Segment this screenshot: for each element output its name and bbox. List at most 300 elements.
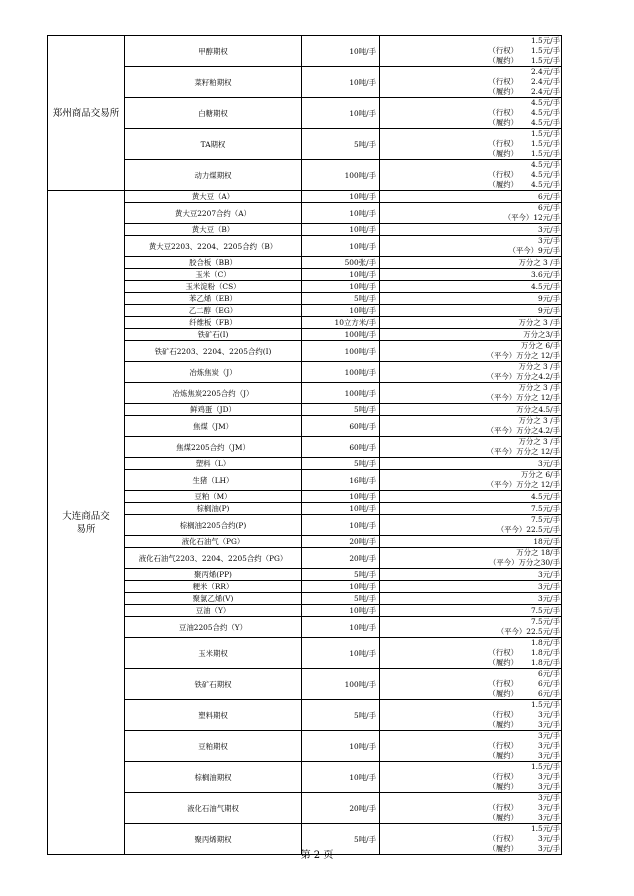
product-name: 菜籽粕期权 xyxy=(125,67,302,98)
fee-line xyxy=(380,617,561,627)
fee-line xyxy=(380,246,561,256)
fee-value: 3元/手 xyxy=(538,224,560,234)
fee-line xyxy=(380,492,561,502)
fee-value: （平今）22.5元/手 xyxy=(496,525,560,534)
fee-cell xyxy=(380,224,562,236)
fee-cell xyxy=(380,129,562,160)
fee-value: 4.5元/手 xyxy=(530,118,560,127)
fee-cell xyxy=(380,762,562,793)
exchange-name: 大连商品交易所 xyxy=(48,191,125,855)
fee-value: 1.5元/手 xyxy=(530,56,560,65)
fee-line xyxy=(380,648,561,658)
fee-line xyxy=(380,351,561,361)
product-name: 豆油2205合约（Y） xyxy=(125,617,302,638)
fee-line xyxy=(380,803,561,813)
fee-line xyxy=(380,56,561,66)
fee-cell xyxy=(380,638,562,669)
trading-unit: 100吨/手 xyxy=(302,341,380,362)
fee-value: 6元/手 xyxy=(538,689,560,698)
fee-line xyxy=(380,570,561,580)
fee-value: 2.4元/手 xyxy=(530,77,560,86)
fee-line xyxy=(380,118,561,128)
fee-line xyxy=(380,658,561,668)
fee-tag: （行权） xyxy=(488,108,518,117)
fee-line xyxy=(380,710,561,720)
fee-tag: （行权） xyxy=(488,803,518,812)
table-row xyxy=(48,470,562,491)
fee-line xyxy=(380,341,561,351)
fee-value: 6元/手 xyxy=(538,669,560,678)
fee-line xyxy=(380,537,561,547)
fee-line xyxy=(380,504,561,514)
fee-cell xyxy=(380,793,562,824)
fee-value: 1.8元/手 xyxy=(530,638,560,647)
fee-value: 7.5元/手 xyxy=(530,503,560,513)
fee-value: 1.5元/手 xyxy=(530,824,560,833)
fee-tag: （履约） xyxy=(488,56,518,65)
trading-unit: 100吨/手 xyxy=(302,160,380,191)
trading-unit: 5吨/手 xyxy=(302,404,380,416)
product-name: TA期权 xyxy=(125,129,302,160)
fee-line xyxy=(380,236,561,246)
fee-line xyxy=(380,558,561,568)
fee-tag: （行权） xyxy=(488,77,518,86)
fee-table-body xyxy=(48,36,562,855)
fee-line xyxy=(380,772,561,782)
fee-tag: （行权） xyxy=(488,710,518,719)
table-row xyxy=(48,203,562,224)
table-row xyxy=(48,605,562,617)
fee-line xyxy=(380,700,561,710)
fee-cell xyxy=(380,470,562,491)
fee-value: 4.5元/手 xyxy=(530,491,560,501)
fee-cell xyxy=(380,569,562,581)
fee-line xyxy=(380,192,561,202)
fee-value: 万分之4.5/手 xyxy=(516,404,560,414)
product-name: 玉米淀粉（CS） xyxy=(125,281,302,293)
fee-tag: （履约） xyxy=(488,87,518,96)
fee-cell xyxy=(380,383,562,404)
table-row xyxy=(48,593,562,605)
fee-value: 万分之 6/手 xyxy=(520,341,560,350)
table-row xyxy=(48,257,562,269)
product-name: 液化石油气2203、2204、2205合约（PG） xyxy=(125,548,302,569)
fee-value: 18元/手 xyxy=(533,536,560,546)
fee-value: 3元/手 xyxy=(538,813,560,822)
fee-value: 3元/手 xyxy=(538,720,560,729)
fee-tag: （履约） xyxy=(488,751,518,760)
table-row xyxy=(48,305,562,317)
trading-unit: 10吨/手 xyxy=(302,762,380,793)
fee-line xyxy=(380,720,561,730)
table-row xyxy=(48,503,562,515)
trading-unit: 100吨/手 xyxy=(302,383,380,404)
fee-cell xyxy=(380,617,562,638)
fee-line xyxy=(380,679,561,689)
fee-line xyxy=(380,129,561,139)
fee-tag: （履约） xyxy=(488,689,518,698)
fee-line xyxy=(380,447,561,457)
product-name: 胶合板（BB） xyxy=(125,257,302,269)
fee-cell xyxy=(380,416,562,437)
fee-value: 4.5元/手 xyxy=(530,170,560,179)
fee-cell xyxy=(380,203,562,224)
fee-value: （平今）万分之 12/手 xyxy=(486,447,560,456)
fee-cell xyxy=(380,36,562,67)
fee-cell xyxy=(380,281,562,293)
product-name: 冶炼焦炭（J） xyxy=(125,362,302,383)
trading-unit: 5吨/手 xyxy=(302,569,380,581)
table-row xyxy=(48,416,562,437)
fee-value: 万分之 3 /手 xyxy=(518,257,560,267)
table-row xyxy=(48,548,562,569)
fee-line xyxy=(380,813,561,823)
fee-tag: （行权） xyxy=(488,139,518,148)
fee-cell xyxy=(380,317,562,329)
fee-value: 6元/手 xyxy=(538,679,560,688)
fee-value: 3元/手 xyxy=(538,834,560,843)
product-name: 粳米（RR） xyxy=(125,581,302,593)
table-row xyxy=(48,762,562,793)
fee-value: 6元/手 xyxy=(538,191,560,201)
product-name: 棕榈油2205合约(P) xyxy=(125,515,302,536)
trading-unit: 10吨/手 xyxy=(302,67,380,98)
product-name: 苯乙烯（EB） xyxy=(125,293,302,305)
fee-cell xyxy=(380,458,562,470)
trading-unit: 60吨/手 xyxy=(302,416,380,437)
product-name: 焦煤（JM） xyxy=(125,416,302,437)
fee-line xyxy=(380,383,561,393)
table-row xyxy=(48,362,562,383)
fee-value: 3元/手 xyxy=(538,803,560,812)
fee-line xyxy=(380,751,561,761)
fee-line xyxy=(380,270,561,280)
fee-cell xyxy=(380,160,562,191)
fee-line xyxy=(380,180,561,190)
table-row xyxy=(48,491,562,503)
table-row xyxy=(48,731,562,762)
product-name: 豆油（Y） xyxy=(125,605,302,617)
fee-value: （平今）万分之 12/手 xyxy=(486,393,560,402)
fee-value: 1.8元/手 xyxy=(530,648,560,657)
fee-tag: （行权） xyxy=(488,170,518,179)
trading-unit: 10吨/手 xyxy=(302,605,380,617)
fee-value: 3元/手 xyxy=(538,844,560,853)
trading-unit: 5吨/手 xyxy=(302,458,380,470)
fee-value: 1.5元/手 xyxy=(530,46,560,55)
table-row xyxy=(48,458,562,470)
fee-cell xyxy=(380,404,562,416)
table-row xyxy=(48,269,562,281)
product-name: 甲醇期权 xyxy=(125,36,302,67)
fee-line xyxy=(380,638,561,648)
fee-cell xyxy=(380,503,562,515)
trading-unit: 10吨/手 xyxy=(302,491,380,503)
fee-value: 2.4元/手 xyxy=(530,87,560,96)
table-row xyxy=(48,700,562,731)
fee-line xyxy=(380,98,561,108)
product-name: 生猪（LH） xyxy=(125,470,302,491)
trading-unit: 5吨/手 xyxy=(302,593,380,605)
table-row xyxy=(48,669,562,700)
fee-line xyxy=(380,160,561,170)
fee-value: 1.5元/手 xyxy=(530,700,560,709)
product-name: 冶炼焦炭2205合约（J） xyxy=(125,383,302,404)
fee-line xyxy=(380,362,561,372)
fee-line xyxy=(380,669,561,679)
table-row xyxy=(48,224,562,236)
product-name: 鲜鸡蛋（JD） xyxy=(125,404,302,416)
fee-tag: （行权） xyxy=(488,679,518,688)
fee-line xyxy=(380,480,561,490)
fee-cell xyxy=(380,257,562,269)
fee-tag: （履约） xyxy=(488,180,518,189)
fee-value: 万分之3/手 xyxy=(523,329,560,339)
product-name: 液化石油气期权 xyxy=(125,793,302,824)
fee-cell xyxy=(380,269,562,281)
fee-cell xyxy=(380,669,562,700)
fee-table xyxy=(47,35,562,855)
trading-unit: 10吨/手 xyxy=(302,98,380,129)
fee-cell xyxy=(380,605,562,617)
fee-cell xyxy=(380,67,562,98)
table-row xyxy=(48,437,562,458)
fee-line xyxy=(380,782,561,792)
trading-unit: 5吨/手 xyxy=(302,293,380,305)
product-name: 铁矿石2203、2204、2205合约(I) xyxy=(125,341,302,362)
fee-value: 4.5元/手 xyxy=(530,160,560,169)
product-name: 动力煤期权 xyxy=(125,160,302,191)
table-row xyxy=(48,98,562,129)
fee-value: 1.5元/手 xyxy=(530,762,560,771)
fee-cell xyxy=(380,362,562,383)
fee-line xyxy=(380,225,561,235)
trading-unit: 10吨/手 xyxy=(302,305,380,317)
fee-cell xyxy=(380,731,562,762)
fee-line xyxy=(380,393,561,403)
fee-line xyxy=(380,824,561,834)
table-row xyxy=(48,329,562,341)
fee-tag: （行权） xyxy=(488,772,518,781)
fee-value: （平今）9元/手 xyxy=(508,246,560,255)
fee-line xyxy=(380,594,561,604)
trading-unit: 10吨/手 xyxy=(302,617,380,638)
fee-value: （平今）万分之 12/手 xyxy=(486,480,560,489)
trading-unit: 10吨/手 xyxy=(302,581,380,593)
product-name: 黄大豆（A） xyxy=(125,191,302,203)
product-name: 棕榈油期权 xyxy=(125,762,302,793)
fee-value: 4.5元/手 xyxy=(530,281,560,291)
product-name: 铁矿石(I) xyxy=(125,329,302,341)
table-row xyxy=(48,536,562,548)
fee-line xyxy=(380,459,561,469)
fee-line xyxy=(380,87,561,97)
fee-tag: （行权） xyxy=(488,46,518,55)
page-number: 第 2 页 xyxy=(300,850,334,861)
table-row xyxy=(48,341,562,362)
fee-line xyxy=(380,793,561,803)
fee-cell xyxy=(380,491,562,503)
trading-unit: 10吨/手 xyxy=(302,203,380,224)
fee-tag: （履约） xyxy=(488,149,518,158)
fee-value: 3元/手 xyxy=(538,741,560,750)
fee-line xyxy=(380,426,561,436)
fee-tag: （履约） xyxy=(488,782,518,791)
fee-cell xyxy=(380,293,562,305)
trading-unit: 10吨/手 xyxy=(302,36,380,67)
fee-tag: （履约） xyxy=(488,658,518,667)
trading-unit: 10吨/手 xyxy=(302,731,380,762)
fee-value: 1.8元/手 xyxy=(530,658,560,667)
table-row xyxy=(48,317,562,329)
product-name: 豆粕（M） xyxy=(125,491,302,503)
table-row xyxy=(48,67,562,98)
trading-unit: 10吨/手 xyxy=(302,281,380,293)
fee-value: 4.5元/手 xyxy=(530,180,560,189)
fee-value: 3元/手 xyxy=(538,731,560,740)
fee-value: （平今）12元/手 xyxy=(503,213,560,222)
fee-cell xyxy=(380,515,562,536)
fee-line xyxy=(380,282,561,292)
table-row xyxy=(48,129,562,160)
table-row xyxy=(48,617,562,638)
product-name: 黄大豆（B） xyxy=(125,224,302,236)
fee-value: （平今）万分之30/手 xyxy=(488,558,560,567)
product-name: 聚丙烯(PP) xyxy=(125,569,302,581)
product-name: 焦煤2205合约（JM） xyxy=(125,437,302,458)
product-name: 铁矿石期权 xyxy=(125,669,302,700)
trading-unit: 20吨/手 xyxy=(302,793,380,824)
trading-unit: 20吨/手 xyxy=(302,548,380,569)
fee-value: 3元/手 xyxy=(538,793,560,802)
fee-cell xyxy=(380,536,562,548)
fee-value: 3元/手 xyxy=(538,236,560,245)
table-row xyxy=(48,160,562,191)
fee-cell xyxy=(380,236,562,257)
fee-line xyxy=(380,108,561,118)
fee-value: 3元/手 xyxy=(538,710,560,719)
table-row xyxy=(48,281,562,293)
fee-value: 1.5元/手 xyxy=(530,149,560,158)
trading-unit: 10吨/手 xyxy=(302,191,380,203)
product-name: 白糖期权 xyxy=(125,98,302,129)
fee-line xyxy=(380,741,561,751)
fee-tag: （履约） xyxy=(488,813,518,822)
fee-value: 7.5元/手 xyxy=(530,515,560,524)
fee-line xyxy=(380,437,561,447)
fee-line xyxy=(380,548,561,558)
fee-cell xyxy=(380,191,562,203)
fee-value: （平今）22.5元/手 xyxy=(496,627,560,636)
table-row xyxy=(48,191,562,203)
product-name: 液化石油气（PG） xyxy=(125,536,302,548)
fee-value: 3.6元/手 xyxy=(530,269,560,279)
table-row xyxy=(48,293,562,305)
product-name: 黄大豆2207合约（A） xyxy=(125,203,302,224)
fee-line xyxy=(380,525,561,535)
fee-line xyxy=(380,582,561,592)
table-row xyxy=(48,36,562,67)
fee-cell xyxy=(380,548,562,569)
product-name: 聚氯乙烯(V) xyxy=(125,593,302,605)
fee-tag: （行权） xyxy=(488,741,518,750)
fee-line xyxy=(380,213,561,223)
fee-line xyxy=(380,149,561,159)
trading-unit: 100吨/手 xyxy=(302,329,380,341)
trading-unit: 5吨/手 xyxy=(302,129,380,160)
fee-value: 4.5元/手 xyxy=(530,108,560,117)
table-row xyxy=(48,383,562,404)
fee-value: 2.4元/手 xyxy=(530,67,560,76)
trading-unit: 5吨/手 xyxy=(302,700,380,731)
trading-unit: 500张/手 xyxy=(302,257,380,269)
exchange-name: 郑州商品交易所 xyxy=(48,36,125,191)
table-row xyxy=(48,404,562,416)
fee-value: 4.5元/手 xyxy=(530,98,560,107)
fee-line xyxy=(380,258,561,268)
trading-unit: 100吨/手 xyxy=(302,362,380,383)
fee-value: 7.5元/手 xyxy=(530,605,560,615)
fee-tag: （履约） xyxy=(488,720,518,729)
fee-tag: （行权） xyxy=(488,834,518,843)
table-row xyxy=(48,581,562,593)
fee-line xyxy=(380,731,561,741)
fee-value: 9元/手 xyxy=(538,293,560,303)
trading-unit: 100吨/手 xyxy=(302,669,380,700)
fee-value: 3元/手 xyxy=(538,751,560,760)
fee-cell xyxy=(380,581,562,593)
trading-unit: 10立方米/手 xyxy=(302,317,380,329)
trading-unit: 10吨/手 xyxy=(302,638,380,669)
table-row xyxy=(48,638,562,669)
fee-value: 万分之 3 /手 xyxy=(518,437,560,446)
fee-line xyxy=(380,330,561,340)
fee-line xyxy=(380,46,561,56)
fee-line xyxy=(380,170,561,180)
fee-value: 3元/手 xyxy=(538,569,560,579)
fee-line xyxy=(380,627,561,637)
table-row xyxy=(48,793,562,824)
product-name: 聚丙烯期权 xyxy=(125,824,302,855)
fee-tag: （履约） xyxy=(488,844,518,853)
product-name: 黄大豆2203、2204、2205合约（B） xyxy=(125,236,302,257)
fee-value: 9元/手 xyxy=(538,305,560,315)
fee-value: 6元/手 xyxy=(538,203,560,212)
table-row xyxy=(48,515,562,536)
fee-cell xyxy=(380,437,562,458)
fee-value: 万分之 3 /手 xyxy=(518,416,560,425)
fee-line xyxy=(380,515,561,525)
fee-value: 3元/手 xyxy=(538,593,560,603)
fee-value: （平今）万分之4.2/手 xyxy=(486,372,560,381)
product-name: 乙二醇（EG） xyxy=(125,305,302,317)
table-row xyxy=(48,569,562,581)
fee-value: 3元/手 xyxy=(538,458,560,468)
fee-cell xyxy=(380,98,562,129)
trading-unit: 16吨/手 xyxy=(302,470,380,491)
product-name: 塑料期权 xyxy=(125,700,302,731)
fee-line xyxy=(380,139,561,149)
fee-line xyxy=(380,689,561,699)
fee-cell xyxy=(380,305,562,317)
trading-unit: 10吨/手 xyxy=(302,515,380,536)
trading-unit: 60吨/手 xyxy=(302,437,380,458)
product-name: 玉米（C） xyxy=(125,269,302,281)
fee-cell xyxy=(380,329,562,341)
fee-value: 万分之 3 /手 xyxy=(518,362,560,371)
fee-value: （平今）万分之 12/手 xyxy=(486,351,560,360)
fee-value: 1.5元/手 xyxy=(530,129,560,138)
